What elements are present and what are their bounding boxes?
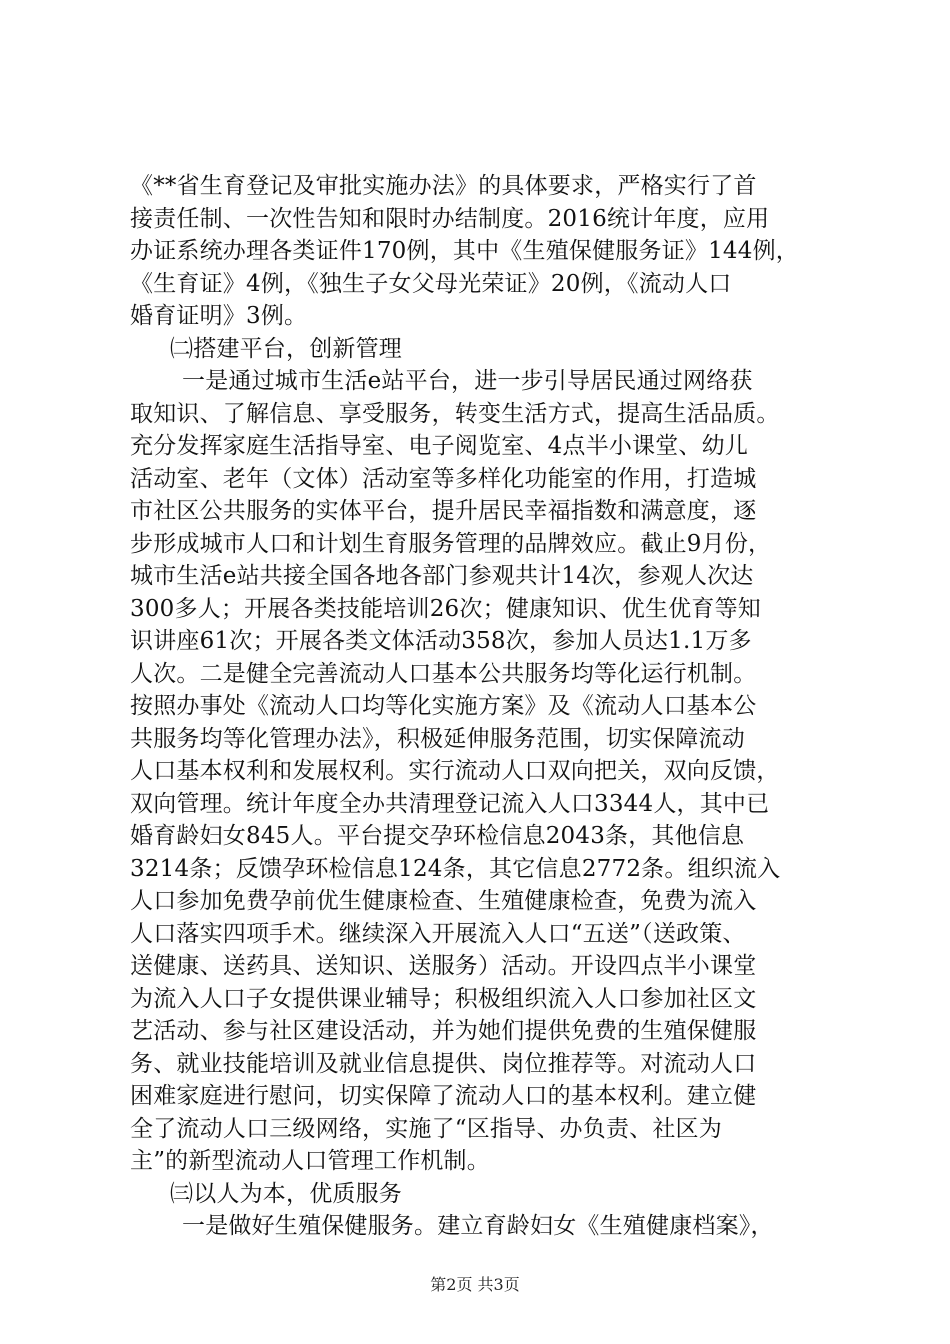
text-line: 市社区公共服务的实体平台，提升居民幸福指数和满意度，逐 (130, 498, 757, 524)
text-line: 婚育证明》3例。 (130, 303, 308, 329)
text-line: 办证系统办理各类证件170例，其中《生殖保健服务证》144例， (130, 238, 799, 264)
text-line: 城市生活e站共接全国各地各部门参观共计14次，参观人次达 (130, 563, 754, 589)
section-heading: ㈡搭建平台，创新管理 (170, 335, 402, 362)
text-line: 取知识、了解信息、享受服务，转变生活方式，提高生活品质。 (130, 400, 780, 427)
text-line: 接责任制、一次性告知和限时办结制度。2016统计年度，应用 (130, 205, 770, 232)
text-line: 3214条；反馈孕环检信息124条，其它信息2772条。组织流入 (130, 855, 781, 882)
text-line: 300多人；开展各类技能培训26次；健康知识、优生优育等知 (130, 595, 761, 622)
text-line: 务、就业技能培训及就业信息提供、岗位推荐等。对流动人口 (130, 1050, 757, 1077)
text-line: 人口基本权利和发展权利。实行流动人口双向把关，双向反馈， (130, 758, 780, 784)
text-line: 充分发挥家庭生活指导室、电子阅览室、4点半小课堂、幼儿 (130, 433, 749, 459)
text-line: 按照办事处《流动人口均等化实施方案》及《流动人口基本公 (130, 693, 757, 719)
text-line: 《生育证》4例，《独生子女父母光荣证》20例，《流动人口 (130, 270, 732, 297)
text-line: 婚育龄妇女845人。平台提交孕环检信息2043条，其他信息 (130, 823, 745, 849)
text-line: 送健康、送药具、送知识、送服务）活动。开设四点半小课堂 (130, 953, 757, 979)
page-footer: 第2页 共3页 (430, 1275, 520, 1294)
text-line: 艺活动、参与社区建设活动，并为她们提供免费的生殖保健服 (130, 1018, 757, 1044)
text-line: 人次。二是健全完善流动人口基本公共服务均等化运行机制。 (130, 660, 757, 687)
text-line: 为流入人口子女提供课业辅导；积极组织流入人口参加社区文 (130, 985, 757, 1012)
text-line: 人口参加免费孕前优生健康检查、生殖健康检查，免费为流入 (130, 888, 757, 914)
paragraph-first-line: 一是做好生殖保健服务。建立育龄妇女《生殖健康档案》， (182, 1213, 774, 1239)
paragraph-first-line: 一是通过城市生活e站平台，进一步引导居民通过网络获 (182, 368, 753, 394)
text-line: 困难家庭进行慰问，切实保障了流动人口的基本权利。建立健 (130, 1083, 757, 1109)
text-line: 全了流动人口三级网络，实施了“区指导、办负责、社区为 (130, 1115, 722, 1142)
section-heading: ㈢以人为本，优质服务 (170, 1180, 402, 1207)
text-line: 《**省生育登记及审批实施办法》的具体要求，严格实行了首 (130, 173, 757, 199)
text-line: 人口落实四项手术。继续深入开展流入人口“五送”（送政策、 (130, 920, 746, 947)
body-text (130, 170, 850, 1243)
text-line: 共服务均等化管理办法》，积极延伸服务范围，切实保障流动 (130, 725, 745, 752)
text-line: 双向管理。统计年度全办共清理登记流入人口3344人，其中已 (130, 790, 770, 817)
text-line: 主”的新型流动人口管理工作机制。 (130, 1148, 490, 1174)
text-line: 活动室、老年（文体）活动室等多样化功能室的作用，打造城 (130, 465, 757, 492)
text-line: 识讲座61次；开展各类文体活动358次，参加人员达1.1万多 (130, 628, 752, 654)
text-line: 步形成城市人口和计划生育服务管理的品牌效应。截止9月份， (130, 530, 772, 557)
